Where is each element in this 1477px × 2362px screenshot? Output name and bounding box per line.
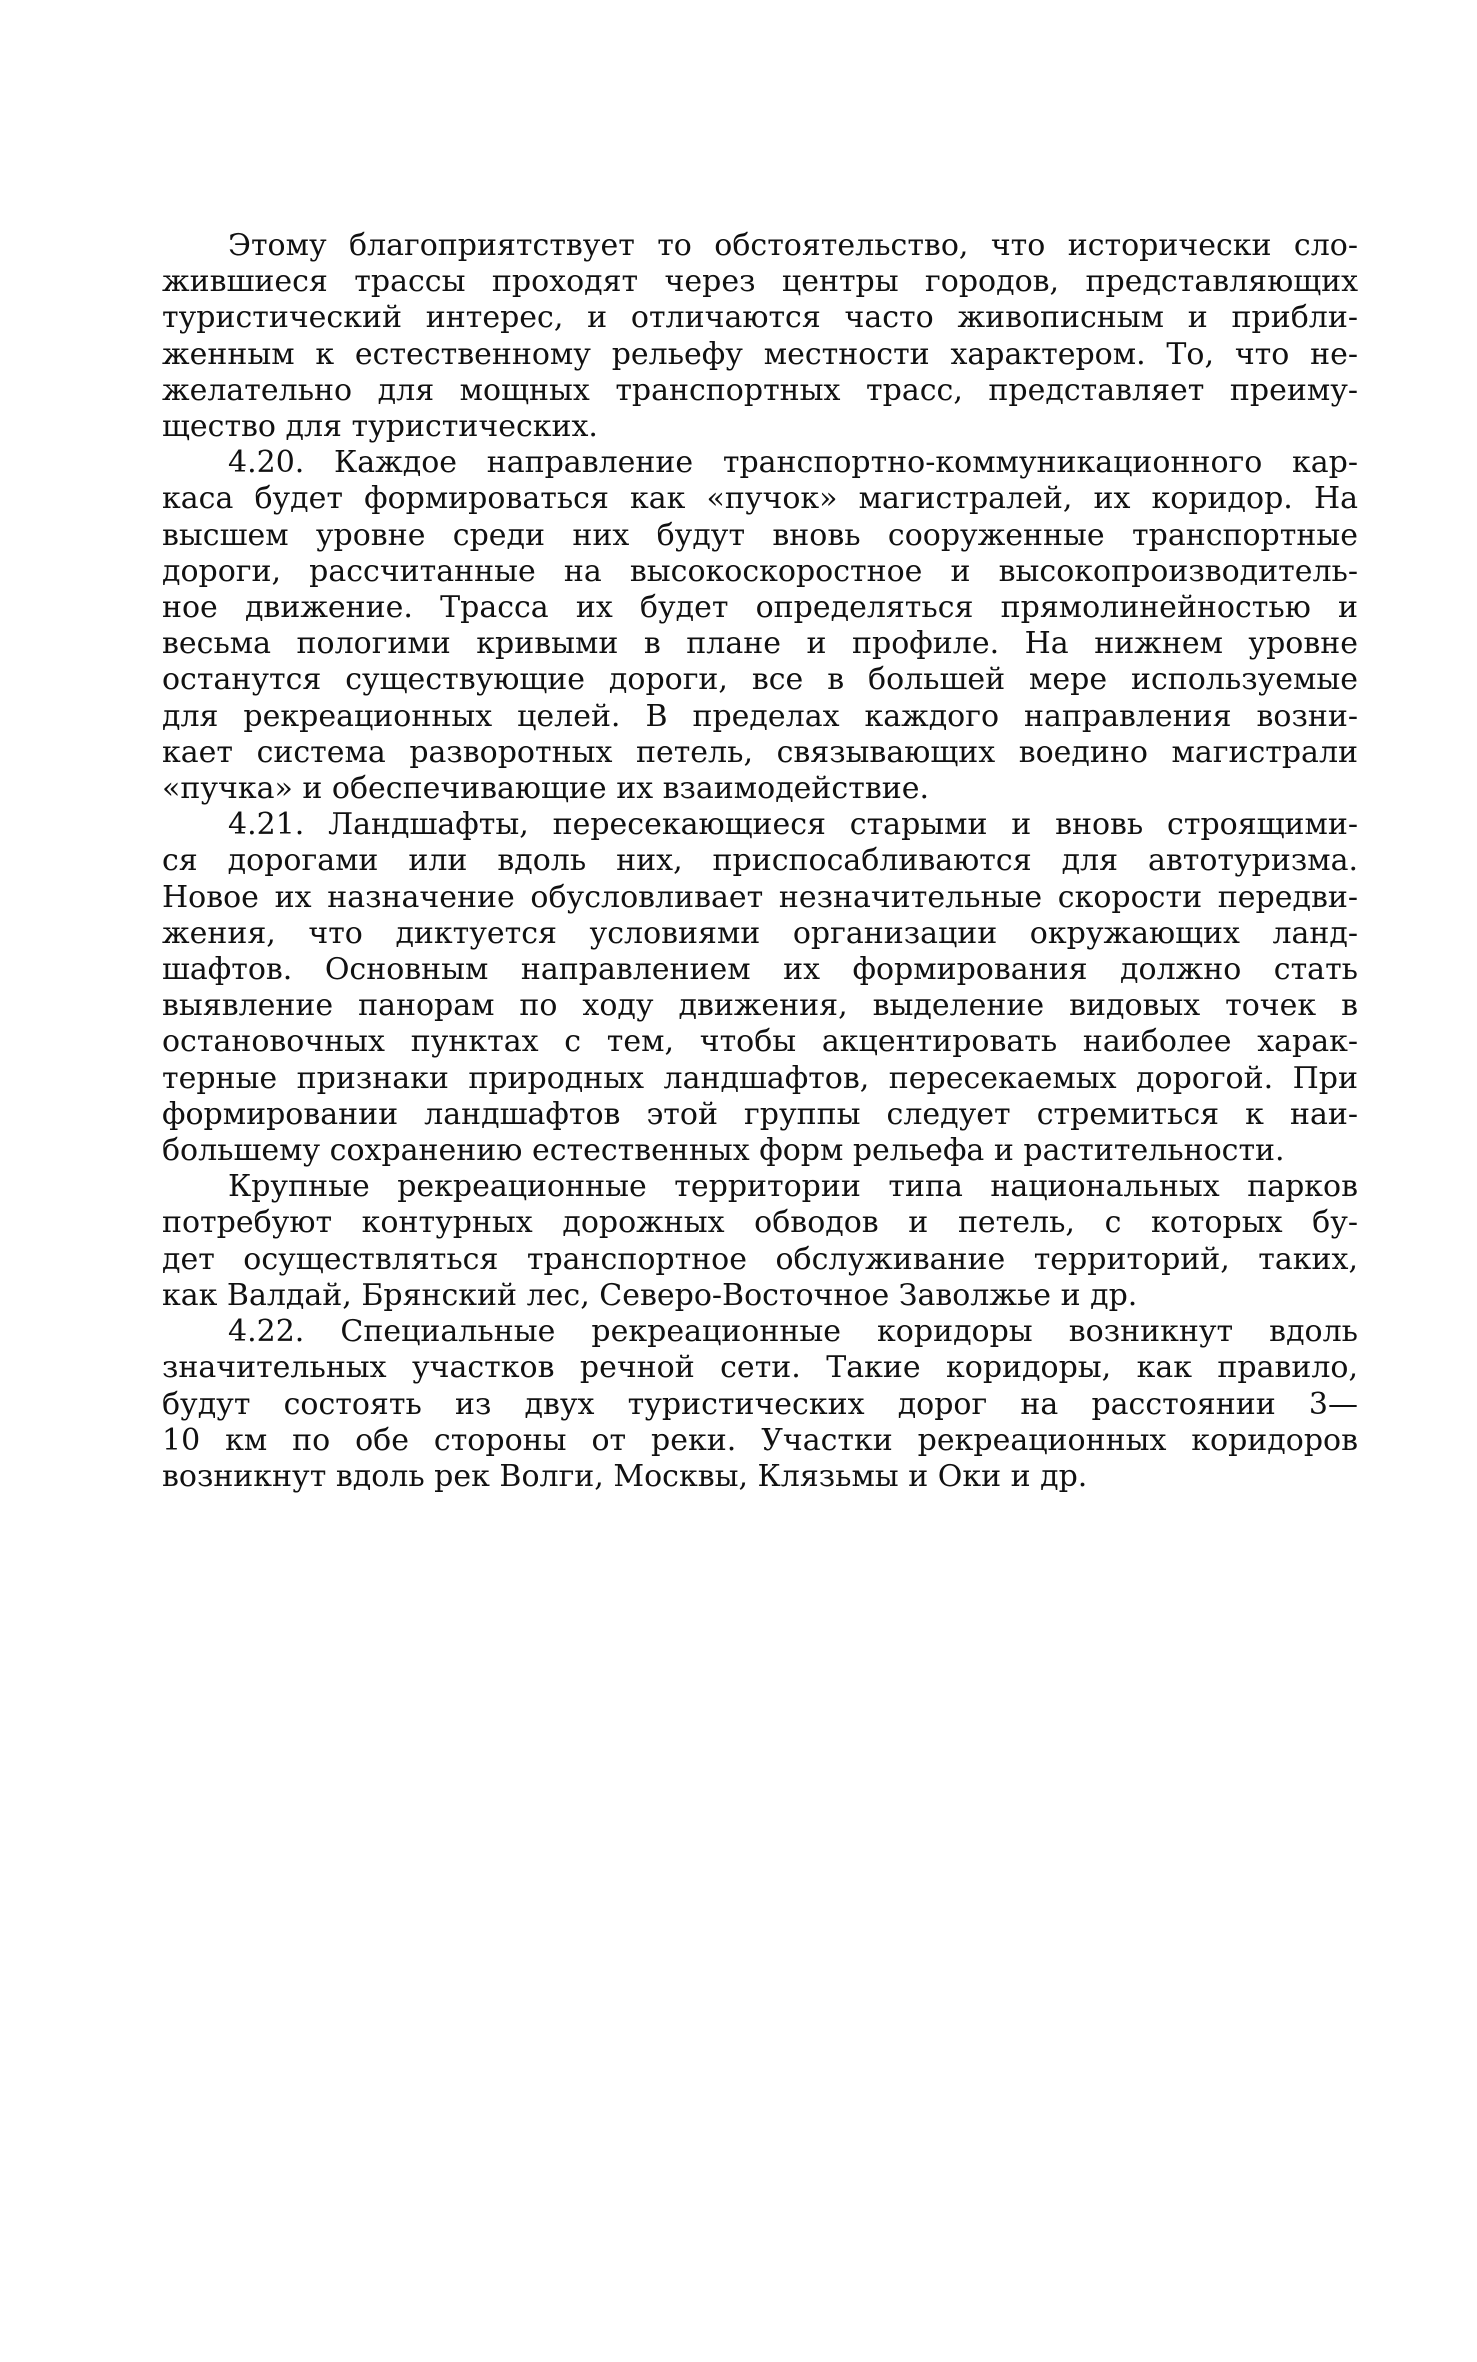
text-line: выявление панорам по ходу движения, выделение видовых точек в <box>162 988 1358 1024</box>
paragraph-national-parks <box>162 1169 1358 1314</box>
text-line: 4.21. Ландшафты, пересекающиеся старыми и вновь строящими- <box>228 807 1358 843</box>
text-line: значительных участков речной сети. Такие коридоры, как правило, <box>162 1350 1358 1386</box>
text-line: кает система разворотных петель, связывающих воедино магистрали <box>162 734 1358 770</box>
text-line: весьма пологими кривыми в плане и профиле. На нижнем уровне <box>162 626 1358 662</box>
text-line: возникнут вдоль рек Волги, Москвы, Клязьмы и Оки и др. <box>162 1458 1088 1494</box>
text-line: потребуют контурных дорожных обводов и петель, с которых бу- <box>162 1205 1358 1241</box>
text-line: шафтов. Основным направлением их формирования должно стать <box>162 952 1358 988</box>
paragraph-intro <box>162 228 1358 445</box>
text-line: каса будет формироваться как «пучок» магистралей, их коридор. На <box>162 481 1358 517</box>
text-line: 4.20. Каждое направление транспортно-коммуникационного кар- <box>228 445 1358 481</box>
text-line: дет осуществляться транспортное обслуживание территорий, таких, <box>162 1241 1358 1277</box>
text-line: для рекреационных целей. В пределах каждого направления возни- <box>162 698 1358 734</box>
paragraph-4-22 <box>162 1314 1358 1495</box>
text-line: терные признаки природных ландшафтов, пересекаемых дорогой. При <box>162 1060 1358 1096</box>
text-line: 10 км по обе стороны от реки. Участки рекреационных коридоров <box>162 1422 1358 1458</box>
paragraph-4-21 <box>162 807 1358 1169</box>
text-line: как Валдай, Брянский лес, Северо-Восточное Заволжье и др. <box>162 1277 1138 1313</box>
text-line: 4.22. Специальные рекреационные коридоры возникнут вдоль <box>228 1314 1358 1350</box>
text-line: туристический интерес, и отличаются часто живописным и прибли- <box>162 300 1358 336</box>
body-text <box>162 228 1358 1495</box>
text-line: высшем уровне среди них будут вновь сооруженные транспортные <box>162 517 1358 553</box>
text-line: большему сохранению естественных форм рельефа и растительности. <box>162 1133 1285 1169</box>
paragraph-4-20 <box>162 445 1358 807</box>
text-line: «пучка» и обеспечивающие их взаимодействие. <box>162 771 929 807</box>
text-line: жения, что диктуется условиями организации окружающих ланд- <box>162 915 1358 951</box>
text-line: Крупные рекреационные территории типа национальных парков <box>228 1169 1358 1205</box>
text-line: Новое их назначение обусловливает незначительные скорости передви- <box>162 879 1358 915</box>
text-line: щество для туристических. <box>162 409 598 445</box>
text-line: формировании ландшафтов этой группы следует стремиться к наи- <box>162 1096 1358 1132</box>
text-line: Этому благоприятствует то обстоятельство, что исторически сло- <box>228 228 1358 263</box>
text-line: будут состоять из двух туристических дорог на расстоянии 3— <box>162 1386 1358 1422</box>
text-line: дороги, рассчитанные на высокоскоростное и высокопроизводитель- <box>162 553 1358 589</box>
text-line: женным к естественному рельефу местности характером. То, что не- <box>162 336 1358 372</box>
text-line: ное движение. Трасса их будет определяться прямолинейностью и <box>162 590 1358 626</box>
text-line: жившиеся трассы проходят через центры городов, представляющих <box>162 264 1358 300</box>
text-line: ся дорогами или вдоль них, приспосабливаются для автотуризма. <box>162 843 1358 879</box>
text-line: останутся существующие дороги, все в большей мере используемые <box>162 662 1358 698</box>
text-line: желательно для мощных транспортных трасс, представляет преиму- <box>162 372 1358 408</box>
text-line: остановочных пунктах с тем, чтобы акцентировать наиболее харак- <box>162 1024 1358 1060</box>
